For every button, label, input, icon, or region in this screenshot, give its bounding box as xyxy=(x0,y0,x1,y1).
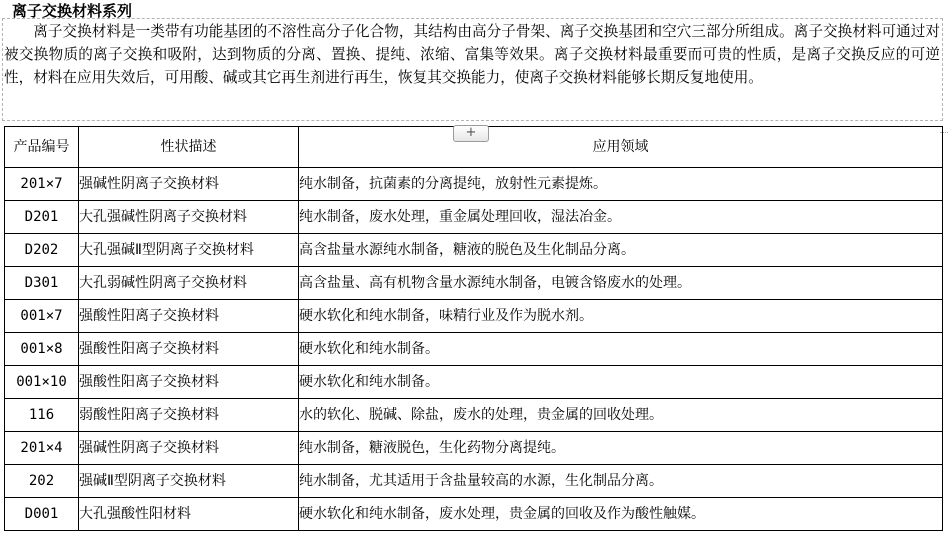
header-description: 性状描述 xyxy=(79,127,299,168)
document-title: 离子交换材料系列 xyxy=(12,2,133,20)
row-product-code: 001×8 xyxy=(5,333,79,366)
table-row xyxy=(5,201,943,234)
table-row xyxy=(5,168,943,201)
row-application: 纯水制备，尤其适用于含盐量较高的水源，生化制品分离。 xyxy=(299,465,943,498)
row-product-code: D001 xyxy=(5,498,79,531)
row-product-code: 201×4 xyxy=(5,432,79,465)
row-description: 强碱Ⅱ型阴离子交换材料 xyxy=(79,465,299,498)
add-row-button[interactable]: + xyxy=(453,125,489,142)
selection-guide xyxy=(940,132,948,133)
row-application: 硬水软化和纯水制备。 xyxy=(299,333,943,366)
header-application: 应用领域 xyxy=(299,127,943,168)
row-application: 纯水制备，废水处理，重金属处理回收，湿法冶金。 xyxy=(299,201,943,234)
row-application: 硬水软化和纯水制备。 xyxy=(299,366,943,399)
row-product-code: 116 xyxy=(5,399,79,432)
row-description: 强碱性阴离子交换材料 xyxy=(79,168,299,201)
row-description: 大孔弱碱性阴离子交换材料 xyxy=(79,267,299,300)
table-row xyxy=(5,300,943,333)
row-description: 大孔强碱Ⅱ型阴离子交换材料 xyxy=(79,234,299,267)
row-application: 高含盐量、高有机物含量水源纯水制备，电镀含铬废水的处理。 xyxy=(299,267,943,300)
row-product-code: 202 xyxy=(5,465,79,498)
row-description: 强酸性阳离子交换材料 xyxy=(79,300,299,333)
row-application: 水的软化、脱碱、除盐，废水的处理，贵金属的回收处理。 xyxy=(299,399,943,432)
row-description: 大孔强碱性阴离子交换材料 xyxy=(79,201,299,234)
row-product-code: D301 xyxy=(5,267,79,300)
table-row xyxy=(5,432,943,465)
row-description: 强酸性阳离子交换材料 xyxy=(79,366,299,399)
row-application: 纯水制备，糖液脱色，生化药物分离提纯。 xyxy=(299,432,943,465)
row-application: 硬水软化和纯水制备，废水处理，贵金属的回收及作为酸性触媒。 xyxy=(299,498,943,531)
table-row xyxy=(5,366,943,399)
row-product-code: 201×7 xyxy=(5,168,79,201)
row-product-code: D201 xyxy=(5,201,79,234)
table-row xyxy=(5,498,943,531)
table-row xyxy=(5,267,943,300)
row-application: 纯水制备，抗菌素的分离提纯，放射性元素提炼。 xyxy=(299,168,943,201)
table-row xyxy=(5,333,943,366)
row-application: 硬水软化和纯水制备，味精行业及作为脱水剂。 xyxy=(299,300,943,333)
row-product-code: 001×7 xyxy=(5,300,79,333)
intro-paragraph: 离子交换材料是一类带有功能基团的不溶性高分子化合物，其结构由高分子骨架、离子交换基团和空穴三部分所组成。离子交换材料可通过对被交换物质的离子交换和吸附，达到物质的分离、置换、提纯、浓缩、富集等效果。离子交换材料最重要而可贵的性质，是离子交换反应的可逆性，材料在应用失效后，可用酸、碱或其它再生剂进行再生，恢复其交换能力，使离子交换材料能够长期反复地使用。 xyxy=(4,23,940,86)
row-description: 强碱性阴离子交换材料 xyxy=(79,432,299,465)
row-application: 高含盐量水源纯水制备，糖液的脱色及生化制品分离。 xyxy=(299,234,943,267)
product-table xyxy=(4,126,943,531)
row-description: 弱酸性阳离子交换材料 xyxy=(79,399,299,432)
row-description: 大孔强酸性阳材料 xyxy=(79,498,299,531)
table-row xyxy=(5,465,943,498)
row-product-code: 001×10 xyxy=(5,366,79,399)
row-description: 强酸性阳离子交换材料 xyxy=(79,333,299,366)
table-row xyxy=(5,234,943,267)
header-product-code: 产品编号 xyxy=(5,127,79,168)
table-row xyxy=(5,399,943,432)
row-product-code: D202 xyxy=(5,234,79,267)
